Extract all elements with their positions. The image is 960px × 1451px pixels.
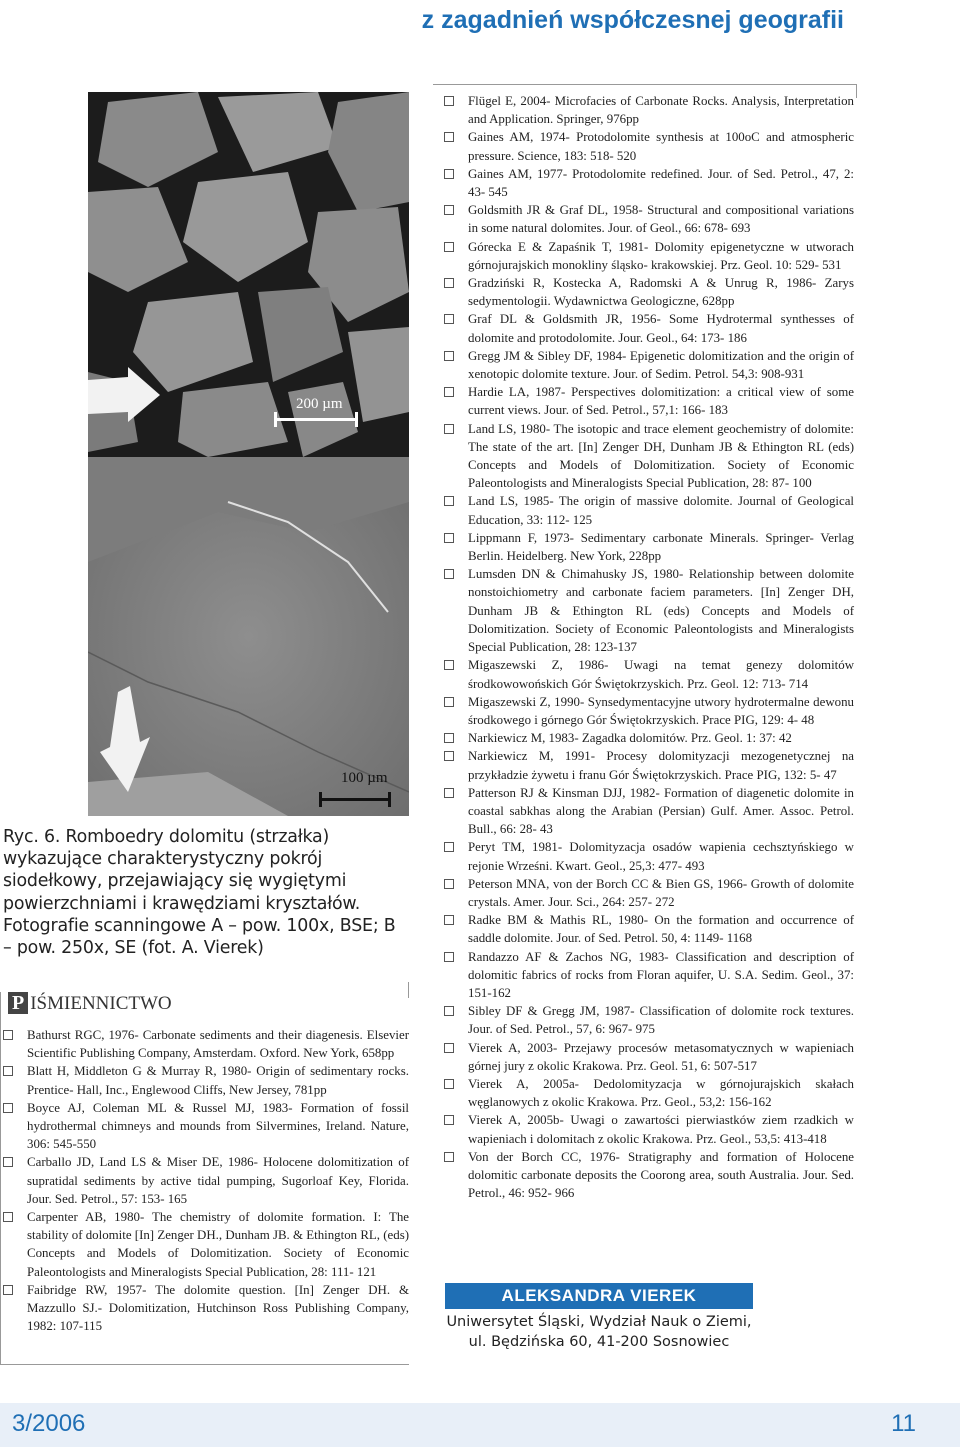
reference-item: Goldsmith JR & Graf DL, 1958- Structural and compositional variations in some natural dolomites. Jour. of Geol., 66: 678- 693 — [444, 201, 854, 237]
bullet-box-icon — [444, 314, 454, 324]
right-references-list — [444, 92, 854, 1202]
reference-item: Górecka E & Zapaśnik T, 1981- Dolomity epigenetyczne w utworach górnojurajskich monokliny śląsko- krakowskiej. Prz. Geol. 10: 529- 531 — [444, 238, 854, 274]
bullet-box-icon — [444, 697, 454, 707]
author-affiliation — [445, 1313, 753, 1352]
bullet-box-icon — [444, 387, 454, 397]
footer-right-band — [480, 1403, 960, 1447]
bullet-box-icon — [444, 952, 454, 962]
reference-item: Narkiewicz M, 1983- Zagadka dolomitów. Prz. Geol. 1: 37: 42 — [444, 729, 854, 747]
left-references-list — [3, 1026, 409, 1335]
bullet-box-icon — [444, 569, 454, 579]
reference-item: Gaines AM, 1977- Protodolomite redefined. Jour. of Sed. Petrol., 47, 2: 43- 545 — [444, 165, 854, 201]
reference-item: Peryt TM, 1981- Dolomityzacja osadów wapienia cechsztyńskiego w rejonie Wrześni. Kwart. Geol., 25,3: 477- 493 — [444, 838, 854, 874]
bullet-box-icon — [444, 242, 454, 252]
bullet-box-icon — [444, 660, 454, 670]
figure-caption: Ryc. 6. Romboedry dolomitu (strzałka) wykazujące charakterystyczny pokrój siodełkowy, przejawiający się wygiętymi powierzchniami i krawędziami kryształów. Fotografie scanningowe A – pow. 100x, BSE; B – pow. 250x, SE (fot. A. Vierek) — [3, 827, 396, 959]
reference-item: Gregg JM & Sibley DF, 1984- Epigenetic dolomitization and the origin of xenotopic dolomite texture. Jour. of Sedim. Petrol. 54,3: 908-931 — [444, 347, 854, 383]
reference-item: Von der Borch CC, 1976- Stratigraphy and formation of Holocene dolomitic carbonate deposits the Coorong area, south Australia. Jour. Sed. Petrol., 46: 952- 966 — [444, 1148, 854, 1203]
bullet-box-icon — [444, 733, 454, 743]
sem-micrograph-figure — [88, 92, 409, 816]
reference-item: Radke BM & Mathis RL, 1980- On the formation and occurrence of saddle dolomite. Jour. of Sed. Petrol. 50, 4: 1149- 1168 — [444, 911, 854, 947]
reference-item: Hardie LA, 1987- Perspectives dolomitization: a critical view of some current views. Jour. of Sed. Petrol., 57,1: 166- 183 — [444, 383, 854, 419]
bullet-box-icon — [444, 879, 454, 889]
scale-label-a: 200 µm — [296, 396, 343, 412]
reference-item: Land LS, 1980- The isotopic and trace element geochemistry of dolomite: The state of the art. [In] Zenger DH, Dunham JB & Ethington RL (eds) Concepts and Models of Dolomitization. Society of Economic Paleontologists and Mineralogists Special Publication, 28: 87- 100 — [444, 420, 854, 493]
reference-item: Lumsden DN & Chimahusky JS, 1980- Relationship between dolomite nonstoichiometry and carbonate faciem parameters. [In] Zenger DH, Dunham JB & Ethington RL (eds) Concepts and Models of Dolomitization. Society of Economic Paleontologists and Mineralogists Special Publication, 28: 123-137 — [444, 565, 854, 656]
bullet-box-icon — [444, 915, 454, 925]
reference-item: Vierek A, 2005a- Dedolomityzacja w górnojurajskich skałach węglanowych z okolic Krakowa. Prz. Geol., 53,2: 156-162 — [444, 1075, 854, 1111]
bullet-box-icon — [3, 1066, 13, 1076]
bullet-box-icon — [444, 132, 454, 142]
bullet-box-icon — [444, 496, 454, 506]
reference-item: Patterson RJ & Kinsman DJJ, 1982- Formation of diagenetic dolomite in coastal sabkhas along the Arabian (Persian) Gulf. Amer. Assoc. Petrol. Bull., 66: 28- 43 — [444, 784, 854, 839]
reference-item: Carballo JD, Land LS & Miser DE, 1986- Holocene dolomitization of supratidal sediments by active tidal pumping, Sugorloaf Key, Florida. Jour. Sed. Petrol., 57: 153- 165 — [3, 1153, 409, 1208]
frame-tick — [856, 84, 857, 98]
bullet-box-icon — [444, 169, 454, 179]
reference-item: Vierek A, 2005b- Uwagi o zawartości pierwiastków ziem rzadkich w wapieniach i dolomitach z okolic Krakowa. Prz. Geol., 53,5: 413-418 — [444, 1111, 854, 1147]
references-heading: P IŚMIENNICTWO — [8, 992, 172, 1015]
reference-item: Flügel E, 2004- Microfacies of Carbonate Rocks. Analysis, Interpretation and Application. Springer, 976pp — [444, 92, 854, 128]
bullet-box-icon — [444, 751, 454, 761]
bullet-box-icon — [444, 533, 454, 543]
bullet-box-icon — [444, 205, 454, 215]
reference-item: Narkiewicz M, 1991- Procesy dolomityzacji mezogenetycznej na przykładzie żywetu i franu Gór Świętokrzyskich. Prace PIG, 132: 5- 47 — [444, 747, 854, 783]
bullet-box-icon — [444, 1115, 454, 1125]
frame-left-line — [0, 992, 1, 1364]
reference-item: Sibley DF & Gregg JM, 1987- Classification of dolomite rock textures. Jour. of Sed. Petrol., 57, 6: 967- 975 — [444, 1002, 854, 1038]
reference-item: Randazzo AF & Zachos NG, 1983- Classification and description of dolomitic fabrics of rocks from Floran aquifer, U. S.A. Sedim. Geol., 37: 151-162 — [444, 948, 854, 1003]
frame-top-line — [433, 84, 857, 85]
scale-label-b: 100 µm — [341, 770, 388, 786]
bullet-box-icon — [3, 1285, 13, 1295]
page-header — [0, 0, 960, 44]
bullet-box-icon — [3, 1157, 13, 1167]
reference-item: Carpenter AB, 1980- The chemistry of dolomite formation. I: The stability of dolomite [In] Zenger DH., Dunham JB. & Ethington RL, (eds) Concepts and Models of Dolomitization. Society of Economic Paleontologists and Mineralogists Special Publication, 28: 111- 121 — [3, 1208, 409, 1281]
reference-item: Migaszewski Z, 1986- Uwagi na temat genezy dolomitów środkowowońskich Gór Świętokrzyskich. Prz. Geol. 12: 713- 714 — [444, 656, 854, 692]
reference-item: Bathurst RGC, 1976- Carbonate sediments and their diagenesis. Elsevier Scientific Publishing Company, Amsterdam. Oxford. New York, 658pp — [3, 1026, 409, 1062]
bullet-box-icon — [444, 842, 454, 852]
bullet-box-icon — [3, 1212, 13, 1222]
author-name: ALEKSANDRA VIEREK — [445, 1283, 753, 1309]
bullet-box-icon — [444, 424, 454, 434]
bullet-box-icon — [444, 278, 454, 288]
frame-bottom-line — [0, 1364, 409, 1365]
bullet-box-icon — [444, 96, 454, 106]
bullet-box-icon — [444, 1152, 454, 1162]
bullet-box-icon — [444, 788, 454, 798]
bullet-box-icon — [3, 1103, 13, 1113]
reference-item: Gaines AM, 1974- Protodolomite synthesis at 100oC and atmospheric pressure. Science, 183: 518- 520 — [444, 128, 854, 164]
reference-item: Land LS, 1985- The origin of massive dolomite. Journal of Geological Education, 33: 112- 125 — [444, 492, 854, 528]
reference-item: Lippmann F, 1973- Sedimentary carbonate Minerals. Springer- Verlag Berlin. Heidelberg. New York, 228pp — [444, 529, 854, 565]
bullet-box-icon — [3, 1030, 13, 1040]
frame-tick — [408, 982, 409, 998]
reference-item: Vierek A, 2003- Przejawy procesów metasomatycznych w wapieniach górnej jury z okolic Krakowa. Prz. Geol. 51, 6: 507-517 — [444, 1039, 854, 1075]
bullet-box-icon — [444, 351, 454, 361]
reference-item: Migaszewski Z, 1990- Synsedymentacyjne utwory hydrotermalne dewonu środkowego i górnego Gór Świętokrzyskich. Prace PIG, 129: 4- 48 — [444, 693, 854, 729]
bullet-box-icon — [444, 1043, 454, 1053]
author-block — [445, 1273, 753, 1355]
affiliation-line-2: ul. Będzińska 60, 41-200 Sosnowiec — [468, 1333, 730, 1350]
affiliation-line-1: Uniwersytet Śląski, Wydział Nauk o Ziemi, — [446, 1314, 752, 1330]
issue-number: 3/2006 — [12, 1410, 86, 1437]
reference-item: Peterson MNA, von der Borch CC & Bien GS, 1966- Growth of dolomite crystals. Amer. Jour. Sci., 264: 257- 272 — [444, 875, 854, 911]
reference-item: Faibridge RW, 1957- The dolomite question. [In] Zenger DH. & Mazzullo SJ.- Dolomitization, Hutchinson Ross Publishing Company, 1982: 107-115 — [3, 1281, 409, 1336]
bullet-box-icon — [444, 1079, 454, 1089]
bullet-box-icon — [444, 1006, 454, 1016]
reference-item: Boyce AJ, Coleman ML & Russel MJ, 1983- Formation of fossil hydrothermal chimneys and mounds from Silvermines, Ireland. Nature, 306: 545-550 — [3, 1099, 409, 1154]
reference-item: Graf DL & Goldsmith JR, 1956- Some Hydrotermal synthesses of dolomite and protodolomite. Jour. Geol., 64: 173- 186 — [444, 310, 854, 346]
journal-section-title: z zagadnień współczesnej geografii — [421, 6, 844, 34]
reference-item: Blatt H, Middleton G & Murray R, 1980- Origin of sedimentary rocks. Prentice- Hall, Inc., Englewood Cliffs, New Jersey, 781pp — [3, 1062, 409, 1098]
reference-item: Gradziński R, Kostecka A, Radomski A & Unrug R, 1986- Zarys sedymentologii. Wydawnictwa Geologiczne, 628pp — [444, 274, 854, 310]
page-number: 11 — [891, 1410, 916, 1437]
